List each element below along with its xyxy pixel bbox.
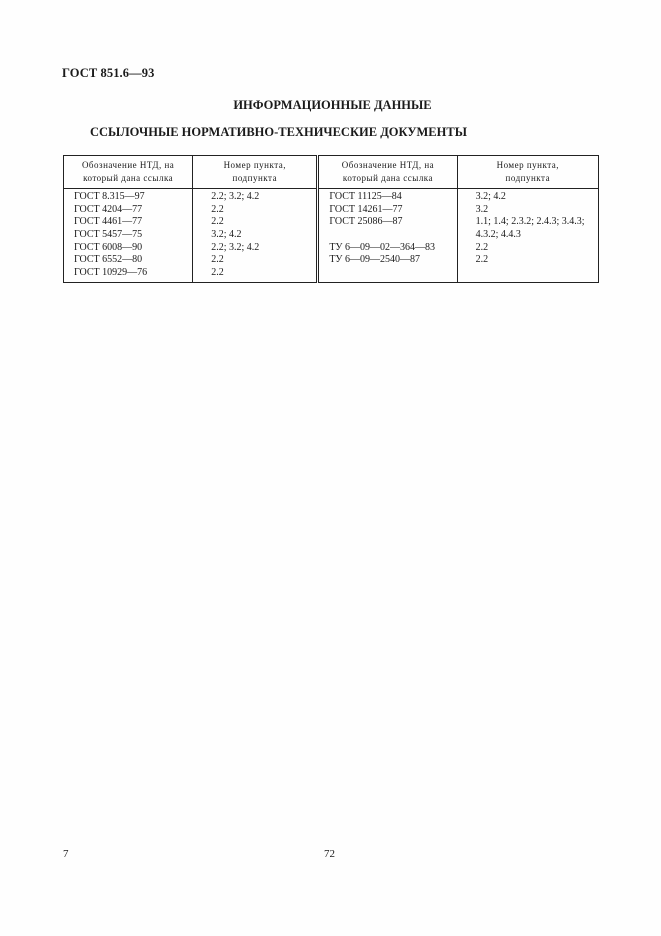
header-item bbox=[457, 156, 598, 189]
header-text: который дана ссылка bbox=[83, 172, 174, 183]
list-item: 2.2 bbox=[211, 203, 224, 215]
list-item: ГОСТ 10929—76 bbox=[74, 266, 148, 278]
header-text: который дана ссылка bbox=[342, 172, 434, 183]
table-body-row bbox=[64, 189, 599, 283]
list-item: 2.2; 3.2; 4.2 bbox=[211, 191, 260, 203]
document-code: ГОСТ 851.6—93 bbox=[62, 66, 155, 80]
header-text: подпункта bbox=[505, 172, 551, 183]
info-heading: ИНФОРМАЦИОННЫЕ ДАННЫЕ bbox=[233, 98, 432, 112]
list-item: ГОСТ 4204—77 bbox=[74, 203, 143, 215]
page-number: 72 bbox=[324, 848, 335, 860]
header-text: подпункта bbox=[232, 172, 278, 183]
right-designations-cell bbox=[318, 189, 457, 283]
list-item: 3.2 bbox=[475, 203, 489, 215]
header-text: Обозначение НТД, на bbox=[81, 160, 175, 170]
header-designation bbox=[318, 156, 457, 189]
list-item: ГОСТ 25086—87 bbox=[329, 216, 403, 228]
list-item: ТУ 6—09—02—364—83 bbox=[329, 241, 436, 253]
footer-left-number: 7 bbox=[63, 848, 69, 860]
list-item: 1.1; 1.4; 2.3.2; 2.4.3; 3.4.3; bbox=[475, 216, 585, 228]
header-text: Номер пункта, bbox=[496, 160, 560, 170]
list-item: ТУ 6—09—2540—87 bbox=[329, 254, 421, 266]
list-item: ГОСТ 11125—84 bbox=[329, 191, 402, 203]
list-item: ГОСТ 6552—80 bbox=[74, 254, 143, 266]
references-table bbox=[63, 155, 599, 283]
right-items-cell bbox=[457, 189, 598, 283]
list-item: 2.2 bbox=[475, 254, 489, 266]
header-text: Обозначение НТД, на bbox=[341, 160, 435, 170]
table-header-row bbox=[64, 156, 599, 189]
left-designations-cell bbox=[64, 189, 193, 283]
list-item: 2.2 bbox=[211, 266, 224, 278]
header-text: Номер пункта, bbox=[223, 160, 287, 170]
list-item: ГОСТ 6008—90 bbox=[74, 241, 143, 253]
header-designation bbox=[64, 156, 193, 189]
list-item: 2.2 bbox=[211, 254, 224, 266]
list-item: ГОСТ 4461—77 bbox=[74, 216, 143, 228]
list-item: 2.2 bbox=[475, 241, 489, 253]
list-item: ГОСТ 5457—75 bbox=[74, 228, 143, 240]
list-item: ГОСТ 8.315—97 bbox=[74, 191, 145, 203]
list-item: 2.2; 3.2; 4.2 bbox=[211, 241, 260, 253]
left-items-cell bbox=[193, 189, 318, 283]
header-item bbox=[193, 156, 318, 189]
list-item: ГОСТ 14261—77 bbox=[329, 203, 403, 215]
list-item bbox=[329, 229, 450, 242]
list-item: 3.2; 4.2 bbox=[211, 228, 242, 240]
refs-heading: ССЫЛОЧНЫЕ НОРМАТИВНО-ТЕХНИЧЕСКИЕ ДОКУМЕНТЫ bbox=[90, 125, 467, 139]
list-item: 2.2 bbox=[211, 216, 224, 228]
list-item: 3.2; 4.2 bbox=[475, 191, 506, 203]
list-item: 4.3.2; 4.4.3 bbox=[475, 228, 521, 240]
